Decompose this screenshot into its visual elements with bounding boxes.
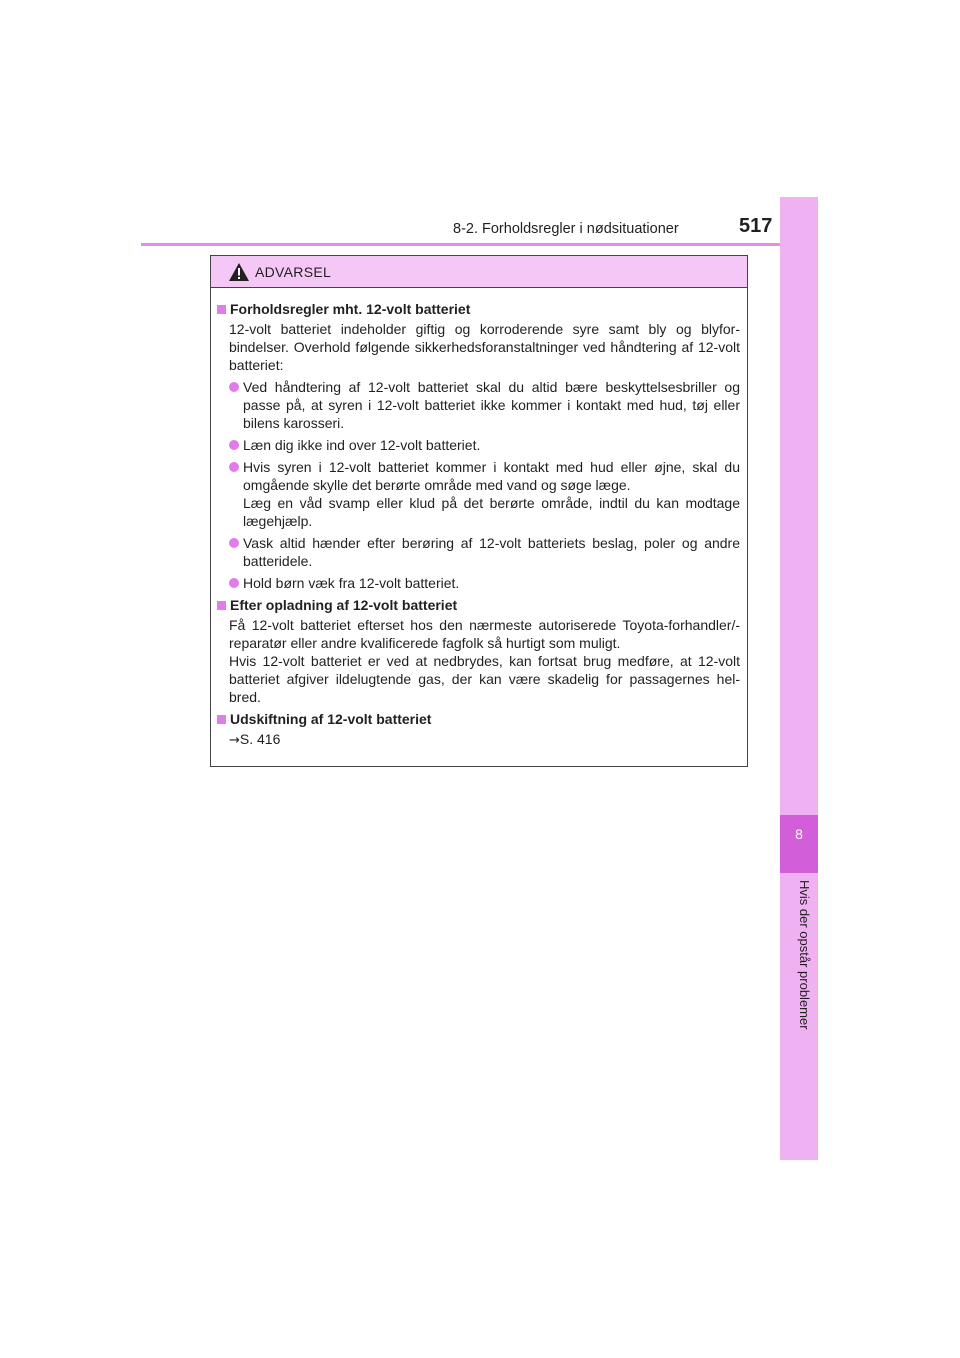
bullet-dot-icon xyxy=(229,462,239,472)
list-item xyxy=(217,458,740,530)
list-item-text: Ved håndtering af 12-volt batteriet skal du altid bære beskyttelsesbriller og passe på, at syren i 12-volt batteriet ikke kommer i kontakt med hud, tøj eller bilens karosseri. xyxy=(243,379,740,431)
bullet-dot-icon xyxy=(229,538,239,548)
section-battery-replacement xyxy=(217,710,740,750)
page-number: 517 xyxy=(739,215,773,237)
section-heading xyxy=(217,300,740,318)
section-paragraph: Få 12-volt batteriet efterset hos den nærmeste autoriserede Toyota-forhandler/-reparatør eller andre kvalificerede fagfolk så hurtigt som muligt. xyxy=(229,617,740,651)
chapter-number: 8 xyxy=(795,826,803,842)
warning-box xyxy=(210,255,748,767)
section-heading xyxy=(217,710,740,728)
header-rule xyxy=(141,243,818,246)
bullet-dot-icon xyxy=(229,382,239,392)
warning-header xyxy=(211,256,747,288)
warning-content xyxy=(211,288,747,750)
page-reference-text: S. 416 xyxy=(239,731,281,747)
section-battery-precautions xyxy=(217,300,740,592)
section-after-charging xyxy=(217,596,740,706)
square-bullet-icon xyxy=(217,601,226,610)
warning-label: ADVARSEL xyxy=(255,264,332,280)
list-item xyxy=(217,534,740,570)
list-item-text: Vask altid hænder efter berøring af 12-volt batteriets beslag, poler og andre batteridele. xyxy=(243,535,740,569)
list-item xyxy=(217,574,740,592)
section-heading xyxy=(217,596,740,614)
page-reference-link[interactable] xyxy=(229,730,740,750)
bullet-dot-icon xyxy=(229,578,239,588)
list-item xyxy=(217,436,740,454)
list-item-text: Læg en våd svamp eller klud på det berørte område, indtil du kan modtage lægehjælp. xyxy=(243,495,740,529)
section-paragraph: Hvis 12-volt batteriet er ved at nedbrydes, kan fortsat brug medføre, at 12-volt batteriet afgiver ildelugtende gas, der kan være skadelig for passagernes hel-bred. xyxy=(229,653,740,705)
square-bullet-icon xyxy=(217,715,226,724)
section-heading-text: Udskiftning af 12-volt batteriet xyxy=(230,711,432,727)
section-heading-text: Efter opladning af 12-volt batteriet xyxy=(230,597,458,613)
list-item-text: Hvis syren i 12-volt batteriet kommer i kontakt med hud eller øjne, skal du omgående skylle det berørte område med vand og søge læge. xyxy=(243,459,740,493)
section-intro: 12-volt batteriet indeholder giftig og korroderende syre samt bly og blyfor-bindelser. Overhold følgende sikkerhedsforanstaltninger ved håndtering af 12-volt batteriet: xyxy=(229,321,740,373)
list-item-text: Læn dig ikke ind over 12-volt batteriet. xyxy=(243,437,481,453)
list-item-text: Hold børn væk fra 12-volt batteriet. xyxy=(243,575,460,591)
arrow-right-icon: → xyxy=(229,733,240,748)
bullet-dot-icon xyxy=(229,440,239,450)
chapter-title: Hvis der opstår problemer xyxy=(797,880,812,1030)
square-bullet-icon xyxy=(217,305,226,314)
chapter-number-tab[interactable] xyxy=(780,815,818,873)
warning-triangle-icon xyxy=(228,262,250,282)
section-heading-text: Forholdsregler mht. 12-volt batteriet xyxy=(230,301,471,317)
section-title: 8-2. Forholdsregler i nødsituationer xyxy=(453,221,679,237)
list-item xyxy=(217,378,740,432)
